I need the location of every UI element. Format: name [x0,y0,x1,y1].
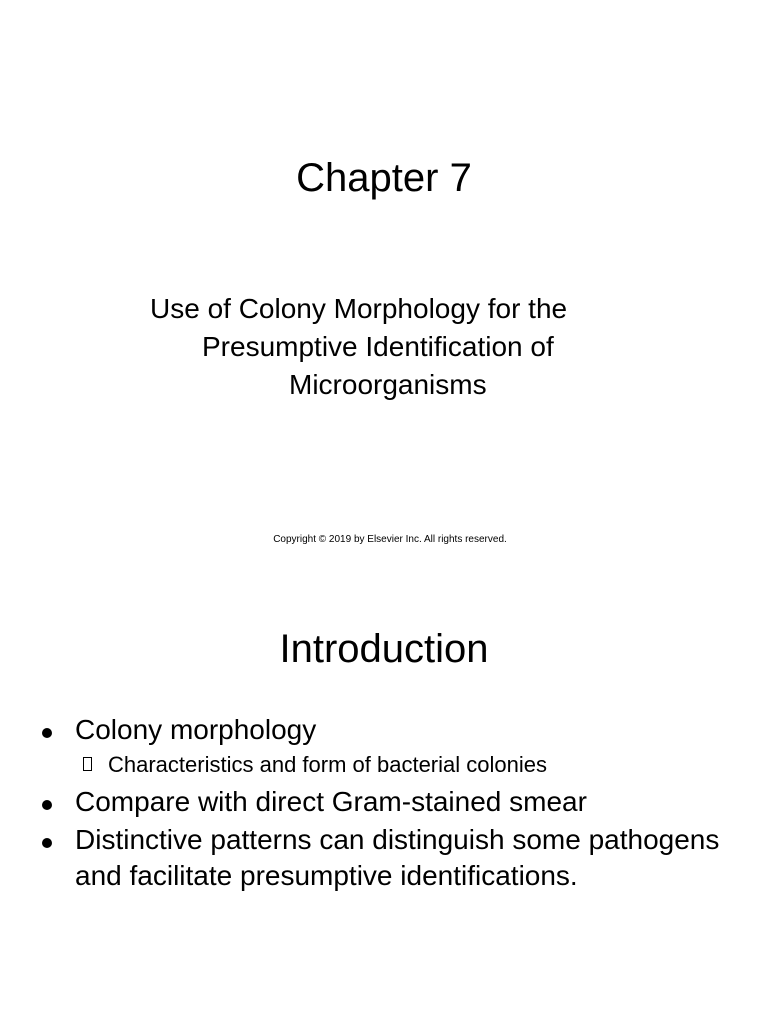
bullet-text: Colony morphology [75,714,317,745]
bullet-item [40,784,740,820]
bullet-item [40,712,740,748]
bullet-text: Compare with direct Gram-stained smear [75,786,587,817]
bullet-item [40,822,740,894]
chapter-title: Chapter 7 [296,156,472,200]
bullet-dot-icon [42,800,52,810]
chapter-subtitle [150,290,630,404]
subtitle-line: Use of Colony Morphology for the [150,293,568,324]
bullet-list [40,712,740,896]
introduction-title: Introduction [279,627,489,671]
copyright-notice: Copyright © 2019 by Elsevier Inc. All rights reserved. [273,534,507,545]
bullet-dot-icon [42,838,52,848]
subtitle-line: Presumptive Identification of [202,331,554,362]
sub-bullet-item [40,750,740,780]
bullet-dot-icon [42,728,52,738]
introduction-slide [0,580,768,1024]
subtitle-line: Microorganisms [289,369,487,400]
sub-bullet-text: Characteristics and form of bacterial colonies [108,752,547,777]
bullet-text: Distinctive patterns can distinguish some pathogens and facilitate presumptive identifications. [75,824,720,891]
sub-bullet-box-icon [83,757,92,771]
